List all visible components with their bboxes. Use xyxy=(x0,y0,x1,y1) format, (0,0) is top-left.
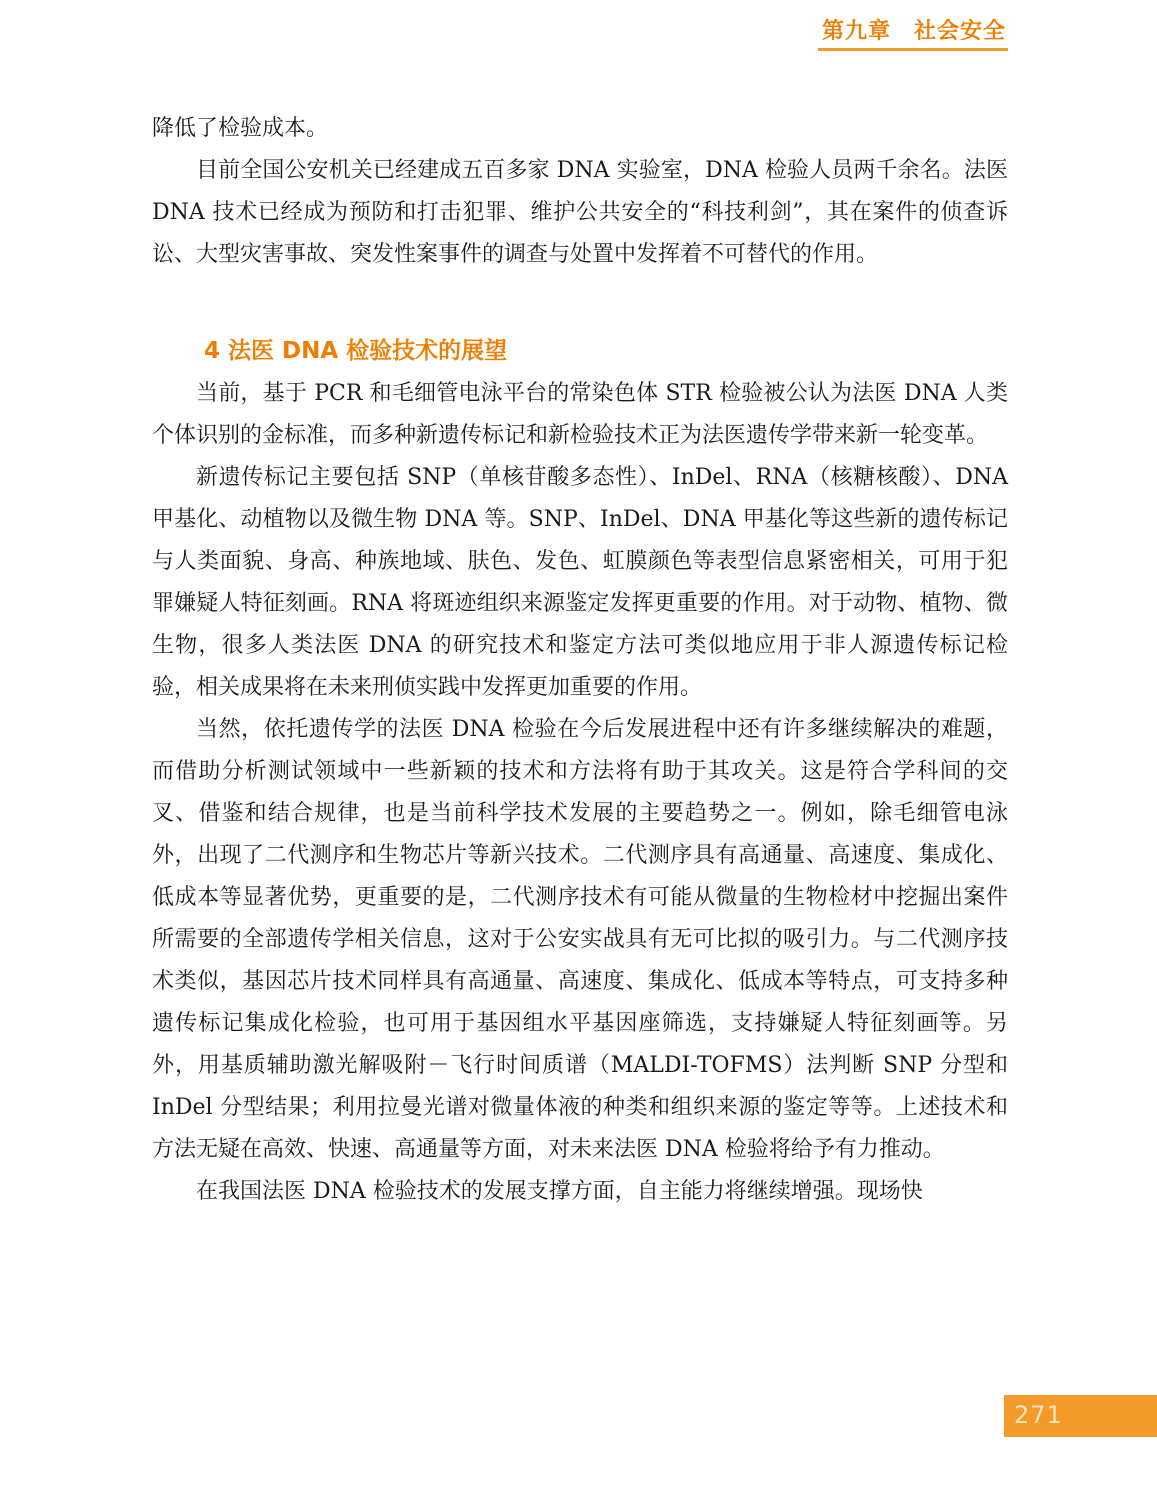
paragraph-str-standard: 当前，基于 PCR 和毛细管电泳平台的常染色体 STR 检验被公认为法医 DNA 人类个体识别的金标准，而多种新遗传标记和新检验技术正为法医遗传学带来新一轮变革。 xyxy=(152,381,1008,448)
paragraph-domestic-capability: 在我国法医 DNA 检验技术的发展支撑方面，自主能力将继续增强。现场快 xyxy=(196,1179,923,1204)
section-heading: 4 法医 DNA 检验技术的展望 xyxy=(204,338,508,364)
paragraph-dna-labs: 目前全国公安机关已经建成五百多家 DNA 实验室，DNA 检验人员两千余名。法医 DNA 技术已经成为预防和打击犯罪、维护公共安全的“科技利剑”，其在案件的侦查诉讼、大型灾害事故、突发性案事件的调查与处置中发挥着不可替代的作用。 xyxy=(152,158,1008,267)
page-body xyxy=(152,108,1008,1213)
page-number: 271 xyxy=(1014,1401,1063,1429)
page-number-box xyxy=(1004,1395,1157,1437)
running-head xyxy=(818,14,1008,56)
header-underline xyxy=(818,48,1008,51)
paragraph-continued: 降低了检验成本。 xyxy=(152,116,329,141)
paragraph-new-technologies: 当然，依托遗传学的法医 DNA 检验在今后发展进程中还有许多继续解决的难题，而借助分析测试领域中一些新颖的技术和方法将有助于其攻关。这是符合学科间的交叉、借鉴和结合规律，也是当前科学技术发展的主要趋势之一。例如，除毛细管电泳外，出现了二代测序和生物芯片等新兴技术。二代测序具有高通量、高速度、集成化、低成本等显著优势，更重要的是，二代测序技术有可能从微量的生物检材中挖掘出案件所需要的全部遗传学相关信息，这对于公安实战具有无可比拟的吸引力。与二代测序技术类似，基因芯片技术同样具有高通量、高速度、集成化、低成本等特点，可支持多种遗传标记集成化检验，也可用于基因组水平基因座筛选，支持嫌疑人特征刻画等。另外，用基质辅助激光解吸附－飞行时间质谱（MALDI-TOFMS）法判断 SNP 分型和 InDel 分型结果；利用拉曼光谱对微量体液的种类和组织来源的鉴定等等。上述技术和方法无疑在高效、快速、高通量等方面，对未来法医 DNA 检验将给予有力推动。 xyxy=(152,717,1008,1162)
paragraph-new-markers: 新遗传标记主要包括 SNP（单核苷酸多态性）、InDel、RNA（核糖核酸）、DNA 甲基化、动植物以及微生物 DNA 等。SNP、InDel、DNA 甲基化等这些新的遗传标记与人类面貌、身高、种族地域、肤色、发色、虹膜颜色等表型信息紧密相关，可用于犯罪嫌疑人特征刻画。RNA 将斑迹组织来源鉴定发挥更重要的作用。对于动物、植物、微生物，很多人类法医 DNA 的研究技术和鉴定方法可类似地应用于非人源遗传标记检验，相关成果将在未来刑侦实践中发挥更加重要的作用。 xyxy=(152,465,1008,700)
chapter-title: 第九章 社会安全 xyxy=(822,19,1007,44)
